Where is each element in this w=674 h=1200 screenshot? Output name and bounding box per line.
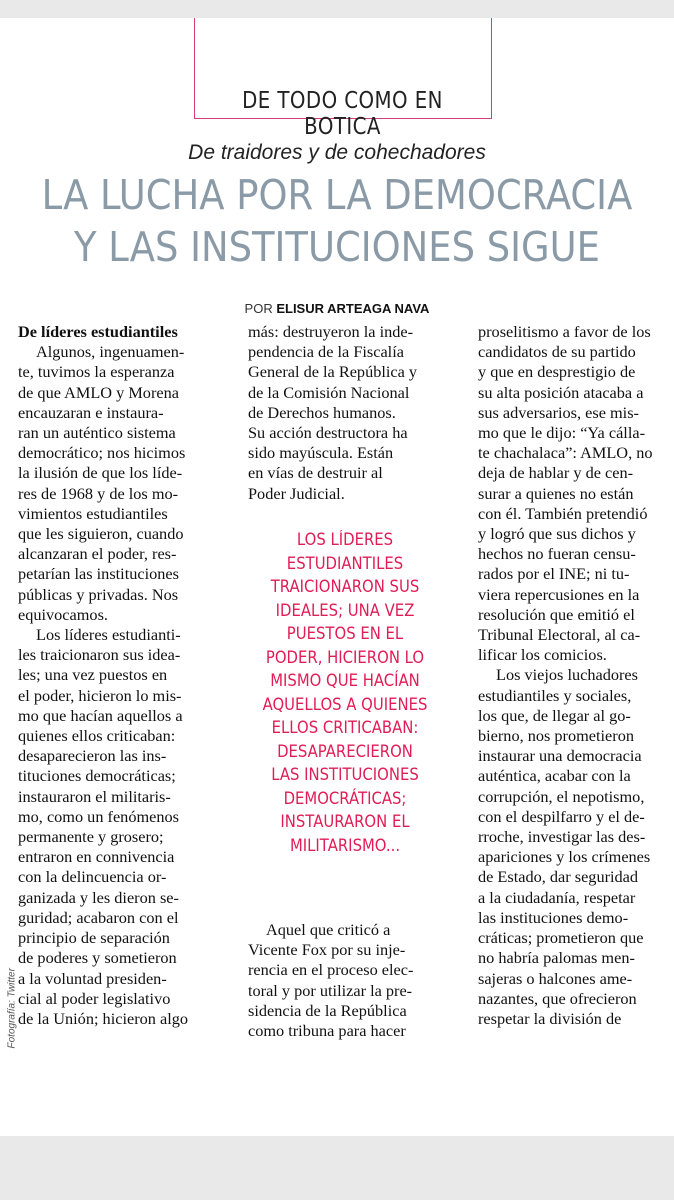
text-line: entraron en connivencia xyxy=(18,847,175,867)
text-line: vimientos estudiantiles xyxy=(18,503,168,523)
text-line: LOS LÍDERES xyxy=(296,530,394,549)
text-line: democrático; nos hicimos xyxy=(18,443,186,463)
text-line: Tribunal Electoral, al ca- xyxy=(478,625,641,645)
text-line: les traicionaron sus ideа- xyxy=(18,645,181,665)
col2-paragraph-top xyxy=(248,322,440,504)
text-line: no habría palomas men- xyxy=(478,948,635,968)
text-line: Vicente Fox por su inje- xyxy=(248,940,406,960)
text-line: en vías de destruir al xyxy=(248,463,383,483)
text-line: y que en desprestigio de xyxy=(478,362,636,382)
text-line: alcanzaran el poder, res- xyxy=(18,544,177,564)
section-label: DE TODO COMO EN BOTICA xyxy=(242,88,443,140)
text-line: más: destruyeron la inde- xyxy=(248,322,414,341)
col3-paragraph-1 xyxy=(478,322,670,665)
text-line: Su acción destructora ha xyxy=(248,423,408,443)
text-line: con él. También pretendió xyxy=(478,503,648,523)
text-line: públicas y privadas. Nos xyxy=(18,584,179,604)
text-line: de que AMLO y Morena xyxy=(18,382,179,402)
section-frame-right xyxy=(491,18,492,118)
text-line: instaurar una democracia xyxy=(478,746,642,766)
text-line: apariciones y los crímenes xyxy=(478,847,651,867)
text-line: Algunos, ingenuamen- xyxy=(36,342,185,362)
byline-prefix: POR xyxy=(244,301,273,316)
text-line: principio de separación xyxy=(18,928,170,948)
text-line: lificar los comicios. xyxy=(478,645,607,665)
text-line: como tribuna para hacer xyxy=(248,1021,406,1041)
subheading: De líderes estudiantiles xyxy=(18,322,178,341)
text-line: Aquel que criticó a xyxy=(266,920,391,939)
text-line: Poder Judicial. xyxy=(248,483,345,503)
text-line: viera repercusiones en la xyxy=(478,584,640,604)
text-line: pendencia de la Fiscalía xyxy=(248,342,404,362)
headline-line-1: LA LUCHA POR LA DEMOCRACIA xyxy=(41,171,633,219)
text-line: que les siguieron, cuando xyxy=(18,524,184,544)
text-line: a la ciudadanía, respetar xyxy=(478,887,636,907)
text-line: PODER, HICIERON LO xyxy=(265,647,425,667)
text-line: mo, como un fenómenos xyxy=(18,806,179,826)
text-line: te chachalaca”: AMLO, no xyxy=(478,443,653,463)
text-line: las instituciones demo- xyxy=(478,907,629,927)
text-line: sido mayúscula. Están xyxy=(248,443,394,463)
text-line: les; una vez puestos en xyxy=(18,665,168,685)
text-line: DEMOCRÁTICAS; xyxy=(283,788,407,808)
text-line: quienes ellos criticaban: xyxy=(18,726,176,746)
column-3 xyxy=(478,322,670,1029)
column-1 xyxy=(18,322,208,1029)
text-line: corrupción, el nepotismo, xyxy=(478,786,645,806)
text-line: respetar la división de xyxy=(478,1008,622,1028)
text-line: ran un auténtico sistema xyxy=(18,423,176,443)
byline-author: ELISUR ARTEAGA NAVA xyxy=(276,301,430,316)
text-line: permanente y grosero; xyxy=(18,827,164,847)
text-line: surar a quienes no están xyxy=(478,483,634,503)
text-line: sajeras o halcones ame- xyxy=(478,968,633,988)
text-line: hechos no fueran censu- xyxy=(478,544,636,564)
photo-credit: Fotografía: Twitter xyxy=(6,968,18,1049)
text-line: su alta posición atacaba a xyxy=(478,382,644,402)
text-line: General de la República y xyxy=(248,362,418,382)
col1-paragraph-2 xyxy=(18,625,208,1029)
text-line: candidatos de su partido xyxy=(478,342,636,362)
text-line: ELLOS CRITICABAN: xyxy=(271,718,419,737)
text-line: de la Unión; hicieron algo xyxy=(18,1008,188,1028)
text-line: proselitismo a favor de los xyxy=(478,322,651,341)
text-line: instauraron el militaris- xyxy=(18,786,171,806)
text-line: toral y por utilizar la pre- xyxy=(248,980,413,1000)
text-line: de la Comisión Nacional xyxy=(248,382,410,402)
text-line: Los viejos luchadores xyxy=(496,665,638,685)
headline-line-2: Y LAS INSTITUCIONES SIGUE xyxy=(74,223,600,271)
text-line: el poder, hicieron lo mis- xyxy=(18,685,182,705)
text-line: deja de hablar y de cen- xyxy=(478,463,634,483)
text-line: Los líderes estudianti- xyxy=(36,625,181,645)
text-line: resolución que emitió el xyxy=(478,604,635,624)
text-line: ESTUDIANTILES xyxy=(286,553,404,573)
text-line: INSTAURARON EL xyxy=(280,812,410,831)
text-line: res de 1968 y de los mo- xyxy=(18,483,179,503)
text-line: de Derechos humanos. xyxy=(248,402,396,422)
section-frame-left xyxy=(194,18,195,118)
text-line: con la delincuencia or- xyxy=(18,867,167,887)
text-line: petarían las instituciones xyxy=(18,564,179,584)
column-2-bottom xyxy=(248,920,440,1041)
text-line: estudiantiles y sociales, xyxy=(478,685,632,705)
text-line: DESAPARECIERON xyxy=(277,741,413,761)
text-line: AQUELLOS A QUIENES xyxy=(262,694,428,714)
column-2 xyxy=(248,322,440,504)
pull-quote xyxy=(250,528,440,857)
text-line: y logró que sus dichos y xyxy=(478,524,636,544)
magazine-page xyxy=(0,18,674,1136)
text-line: con el despilfarro y el de- xyxy=(478,806,645,826)
text-line: nazantes, que ofrecieron xyxy=(478,988,637,1008)
text-line: TRAICIONARON SUS xyxy=(270,577,420,596)
col1-paragraph-1 xyxy=(18,342,208,625)
text-line: equivocamos. xyxy=(18,604,108,624)
text-line: rados por el INE; ni tu- xyxy=(478,564,630,584)
byline xyxy=(0,301,674,316)
text-line: mo que le dijo: “Ya cálla- xyxy=(478,423,645,443)
text-line: MISMO QUE HACÍAN xyxy=(270,671,420,690)
text-line: PUESTOS EN EL xyxy=(286,624,404,643)
text-line: guridad; acabaron con el xyxy=(18,907,179,927)
text-line: IDEALES; UNA VEZ xyxy=(275,600,415,620)
text-line: MILITARISMO... xyxy=(289,835,401,855)
text-line: auténtica, acabar con la xyxy=(478,766,631,786)
text-line: la ilusión de que los líde- xyxy=(18,463,183,483)
text-line: a la voluntad presiden- xyxy=(18,968,167,988)
text-line: encauzaran e instaura- xyxy=(18,402,164,422)
col2-paragraph-bottom xyxy=(248,920,440,1041)
text-line: rencia en el proceso elec- xyxy=(248,960,414,980)
text-line: sus adversarios, ese mis- xyxy=(478,402,639,422)
text-line: bierno, nos prometieron xyxy=(478,726,634,746)
kicker: De traidores y de cohechadores xyxy=(188,141,486,164)
text-line: desaparecieron las ins- xyxy=(18,746,167,766)
headline xyxy=(34,169,641,273)
text-line: de poderes y sometieron xyxy=(18,948,177,968)
text-line: rroche, investigar las des- xyxy=(478,827,646,847)
pull-quote-text xyxy=(260,528,431,857)
text-line: los que, de llegar al go- xyxy=(478,705,631,725)
text-line: ganizada y les dieron se- xyxy=(18,887,179,907)
text-line: tituciones democráticas; xyxy=(18,766,176,786)
text-line: cial al poder legislativo xyxy=(18,988,171,1008)
text-line: mo que hacían aquellos a xyxy=(18,705,183,725)
text-line: LAS INSTITUCIONES xyxy=(271,765,419,784)
text-line: te, tuvimos la esperanza xyxy=(18,362,175,382)
text-line: sidencia de la República xyxy=(248,1000,407,1020)
text-line: de Estado, dar seguridad xyxy=(478,867,639,887)
col3-paragraph-2 xyxy=(478,665,670,1029)
text-line: cráticas; prometieron que xyxy=(478,928,644,948)
